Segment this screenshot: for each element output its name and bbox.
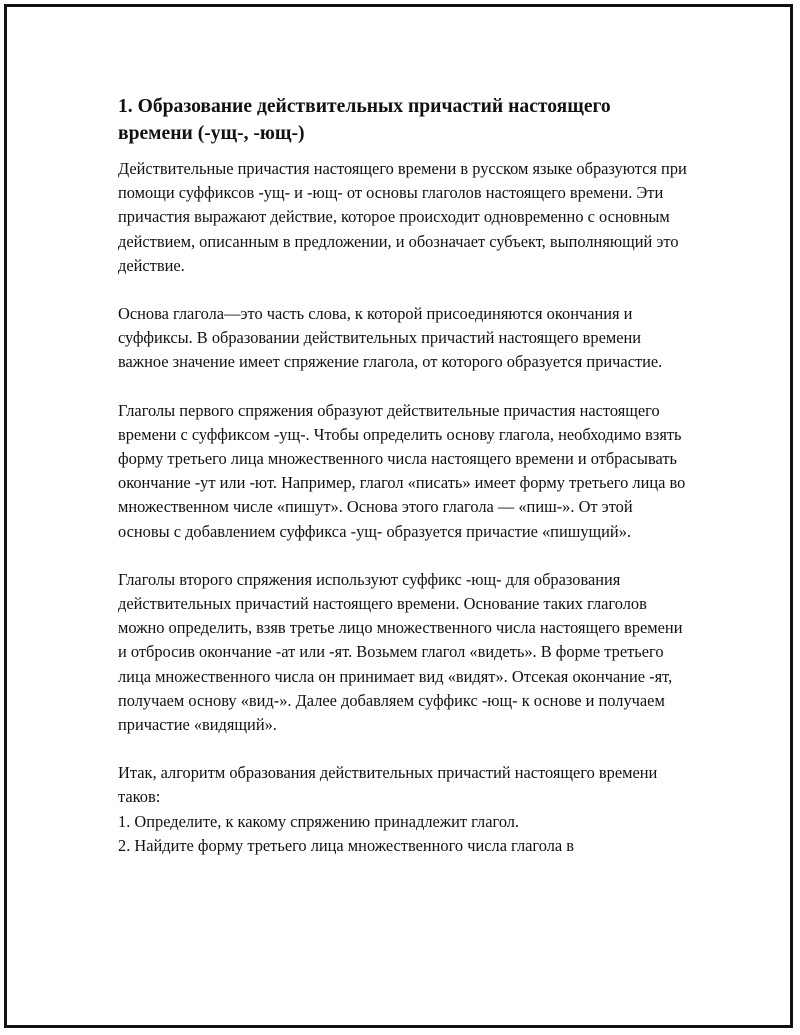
document-body bbox=[118, 93, 688, 858]
paragraph-verb-stem: Основа глагола—это часть слова, к которой присоединяются окончания и суффиксы. В образовании действительных причастий настоящего времени важное значение имеет спряжение глагола, от которого образуется причастие. bbox=[118, 304, 663, 372]
list-item: 1. Определите, к какому спряжению принадлежит глагол. bbox=[118, 811, 520, 831]
paragraph-second-conjugation: Глаголы второго спряжения используют суффикс -ющ- для образования действительных причастий настоящего времени. Основание таких глаголов можно определить, взяв третье лицо множественного числа настоящего времени и отбросив окончание -ат или -ят. Возьмем глагол «видеть». В форме третьего лица множественного числа он принимает вид «видят». Отсекая окончание -ят, получаем основу «вид-». Далее добавляем суффикс -ющ- к основе и получаем причастие «видящий». bbox=[118, 569, 683, 735]
list-item: 2. Найдите форму третьего лица множественного числа глагола в bbox=[118, 835, 574, 855]
paragraph-algorithm-intro: Итак, алгоритм образования действительных причастий настоящего времени таков: bbox=[118, 763, 658, 807]
paragraph-first-conjugation: Глаголы первого спряжения образуют действительные причастия настоящего времени с суффиксом -ущ-. Чтобы определить основу глагола, необходимо взять форму третьего лица множественного числа настоящего времени и отбрасывать окончание -ут или -ют. Например, глагол «писать» имеет форму третьего лица во множественном числе «пишут». Основа этого глагола — «пиш-». От этой основы с добавлением суффикса -ущ- образуется причастие «пишущий». bbox=[118, 400, 686, 541]
section-heading: 1. Образование действительных причастий настоящего времени (-ущ-, -ющ-) bbox=[118, 96, 611, 144]
algorithm-steps-list bbox=[118, 810, 688, 858]
paragraph-intro: Действительные причастия настоящего времени в русском языке образуются при помощи суффиксов -ущ- и -ющ- от основы глаголов настоящего времени. Эти причастия выражают действие, которое происходит одновременно с основным действием, описанным в предложении, и обозначает субъект, выполняющий это действие. bbox=[118, 159, 687, 275]
